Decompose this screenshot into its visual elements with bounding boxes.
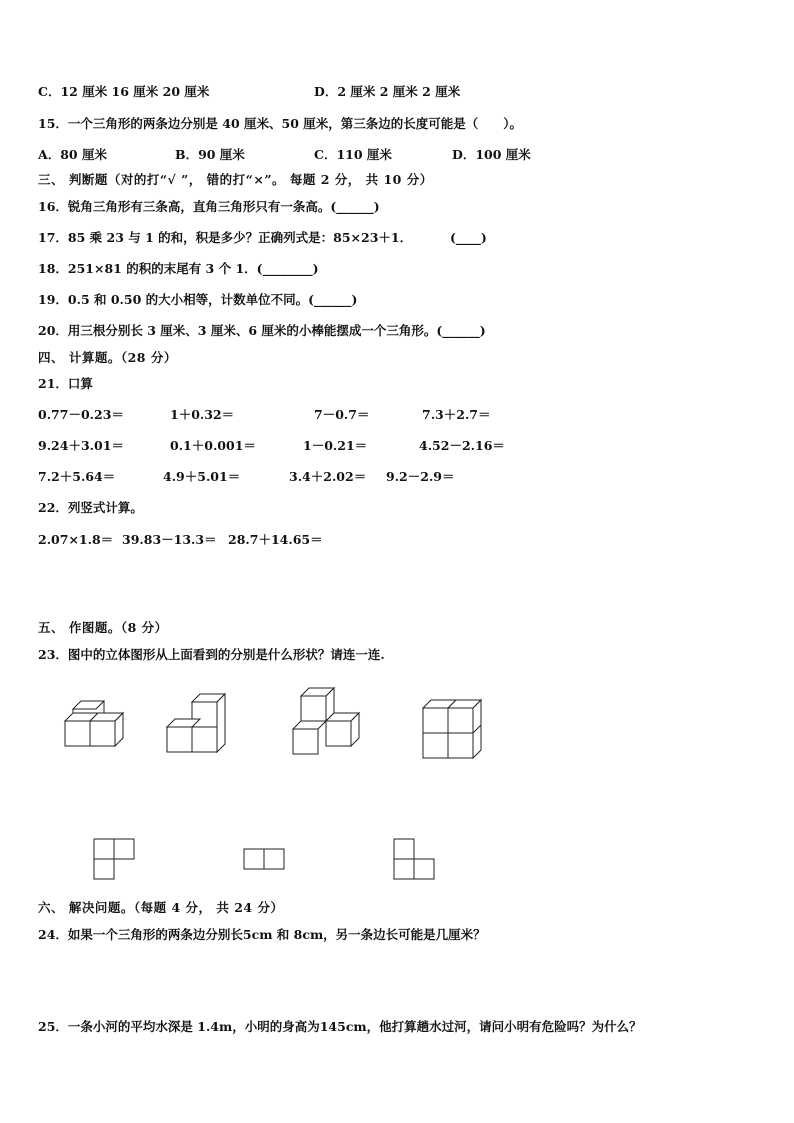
q21-item: 7.2＋5.64＝ [38,469,116,484]
section4-title: 四、 计算题。（28 分） [38,350,177,365]
q22-item: 28.7＋14.65＝ [228,532,323,547]
q14-option-c: C．12 厘米 16 厘米 20 厘米 [38,84,210,99]
q15-option-d: D．100 厘米 [452,147,531,162]
section6-title: 六、 解决问题。（每题 4 分， 共 24 分） [38,900,284,915]
q21-label: 21．口算 [38,376,93,391]
q23: 23．图中的立体图形从上面看到的分别是什么形状？请连一连. [38,647,385,662]
solid-figure-1 [60,700,130,756]
q21-item: 7.3＋2.7＝ [422,407,491,422]
q21-item: 9.24＋3.01＝ [38,438,124,453]
q20: 20．用三根分别长 3 厘米、3 厘米、6 厘米的小棒能摆成一个三角形。(______) [38,323,486,338]
section3-title: 三、 判断题（对的打“√ ”， 错的打“×”。 每题 2 分， 共 10 分） [38,172,433,187]
q22-item: 39.83－13.3＝ [122,532,217,547]
solid-figure-3 [288,684,368,758]
q19: 19．0.5 和 0.50 的大小相等，计数单位不同。(______) [38,292,358,307]
q21-item: 0.77－0.23＝ [38,407,124,422]
q16: 16．锐角三角形有三条高，直角三角形只有一条高。(______) [38,199,380,214]
solid-figure-4 [418,696,488,762]
solid-figure-2 [162,690,232,756]
q21-item: 4.9＋5.01＝ [163,469,241,484]
top-view-2 [242,848,288,872]
q17: 17．85 乘 23 与 1 的和，积是多少？正确列式是：85×23＋1． [38,230,413,245]
q21-item: 1－0.21＝ [303,438,368,453]
q15-stem: 15．一个三角形的两条边分别是 40 厘米、50 厘米，第三条边的长度可能是（ ）。 [38,116,522,131]
top-view-3 [392,838,438,882]
q18: 18．251×81 的积的末尾有 3 个 1．(________) [38,261,319,276]
q22-label: 22．列竖式计算。 [38,500,143,515]
q14-option-d: D．2 厘米 2 厘米 2 厘米 [314,84,461,99]
q21-item: 0.1＋0.001＝ [170,438,256,453]
q15-option-c: C．110 厘米 [314,147,392,162]
q21-item: 3.4＋2.02＝ [289,469,367,484]
q22-item: 2.07×1.8＝ [38,532,114,547]
q21-item: 4.52－2.16＝ [419,438,505,453]
q21-item: 1＋0.32＝ [170,407,235,422]
q25: 25．一条小河的平均水深是 1.4m，小明的身高为145cm，他打算趟水过河，请问小明有危险吗？为什么？ [38,1019,642,1034]
q15-option-a: A．80 厘米 [38,147,107,162]
q24: 24．如果一个三角形的两条边分别长5cm 和 8cm，另一条边长可能是几厘米？ [38,927,486,942]
q21-item: 7－0.7＝ [314,407,370,422]
q17-blank: (____) [450,230,487,245]
top-view-1 [92,838,138,882]
q15-option-b: B．90 厘米 [175,147,245,162]
section5-title: 五、 作图题。（8 分） [38,620,168,635]
q21-item: 9.2－2.9＝ [386,469,455,484]
